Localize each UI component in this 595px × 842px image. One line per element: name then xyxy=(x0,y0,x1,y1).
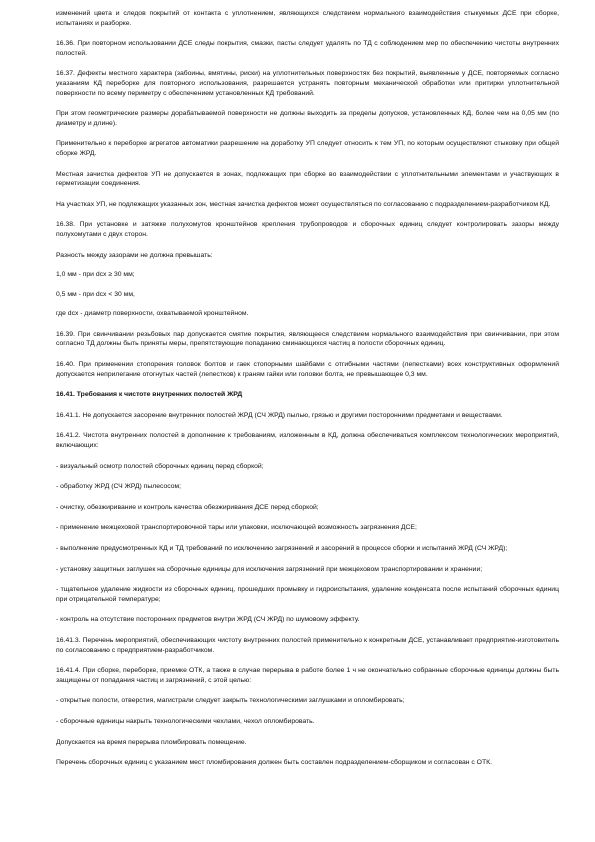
paragraph-limit-2: 0,5 мм - при dcx < 30 мм, xyxy=(56,290,135,298)
paragraph-automation-units: Применительно к переборке агрегатов автоматики разрешение на доработку УП следует относить к тем УП, по которым осуществляют стыковку при общей сборке ЖРД. xyxy=(56,140,559,157)
list-item-liquid-removal: - тщательное удаление жидкости из сборочных единиц, прошедших промывку и гидроиспытания, удаление конденсата после испытаний сборочных единиц при отрицательной температуре; xyxy=(56,586,559,603)
paragraph-16-39: 16.39. При свинчивании резьбовых пар допускается смятие покрытия, являющееся следствием нормального взаимодействия при свинчивании, при этом согласно ТД должны быть приняты меры, препятствующие попаданию сминающихся частиц в полости сборочных единиц. xyxy=(56,330,559,348)
section-heading-16-41: 16.41. Требования к чистоте внутренних полостей ЖРД xyxy=(56,391,243,399)
list-item-vacuum: - обработку ЖРД (СЧ ЖРД) пылесосом; xyxy=(56,483,182,491)
paragraph-outside-zones: На участках УП, не подлежащих указанных зон, местная зачистка дефектов может осуществляться по согласованию с подразделением-разработчиком КД. xyxy=(56,200,551,208)
list-item-requirements: - выполнение предусмотренных КД и ТД требований по исключению загрязнений и засорений в процессе сборки и испытаний ЖРД (СЧ ЖРД); xyxy=(56,545,508,552)
paragraph-limit-1: 1,0 мм - при dcx ≥ 30 мм; xyxy=(56,271,135,279)
list-item-protective-plugs: - установку защитных заглушек на сборочные единицы для исключения загрязнений при межцеховом транспортировании и хранении; xyxy=(56,565,483,573)
paragraph-16-36: 16.36. При повторном использовании ДСЕ следы покрытия, смазки, пасты следует удалять по ТД с соблюдением мер по обеспечению чистоты внутренних полостей. xyxy=(56,40,559,57)
paragraph-seal-room: Допускается на время перерыва пломбировать помещение. xyxy=(56,738,247,746)
paragraph-16-37: 16.37. Дефекты местного характера (забоины, вмятины, риски) на уплотнительных поверхностях без покрытий, выявленные у ДСЕ, повторяемых согласно указаниям КД переборке для повторного использования, разрешается устранять повторным механической обработки или притирки уплотнительной поверхности по всему периметру с обеспечением установленных КД требований. xyxy=(56,70,559,97)
paragraph-16-41-1: 16.41.1. Не допускается засорение внутренних полостей ЖРД (СЧ ЖРД) пылью, грязью и другими посторонними предметами и веществами. xyxy=(56,411,503,419)
paragraph-sealing-list: Перечень сборочных единиц с указанием мест пломбирования должен быть составлен подразделением-сборщиком и согласован с ОТК. xyxy=(56,759,492,767)
list-item-degreasing: - очистку, обезжиривание и контроль качества обезжиривания ДСЕ перед сборкой; xyxy=(56,503,319,511)
paragraph-gap-difference: Разность между зазорами не должна превышать: xyxy=(56,251,213,259)
paragraph-16-38: 16.38. При установке и затяжке полухомутов кронштейнов крепления трубопроводов и сборочных единиц следует контролировать зазоры между полухомутами с двух сторон. xyxy=(56,221,559,238)
paragraph-16-41-3: 16.41.3. Перечень мероприятий, обеспечивающих чистоту внутренних полостей применительно к конкретным ДСЕ, устанавливает предприятие-изготовитель по согласованию с предприятием-разработчиком. xyxy=(56,636,559,654)
list-item-noise-control: - контроль на отсутствие посторонних предметов внутри ЖРД (СЧ ЖРД) по шумовому эффекту. xyxy=(56,616,360,624)
paragraph-geometry-tolerance: При этом геометрические размеры дорабатываемой поверхности не должны выходить за пределы допусков, установленных КД, более чем на 0,05 мм (по диаметру и длине). xyxy=(56,110,559,127)
list-item-cover-units: - сборочные единицы накрыть технологическими чехлами, чехол опломбировать. xyxy=(56,717,315,725)
paragraph-dcx-definition: где dcx - диаметр поверхности, охватываемой кронштейном. xyxy=(56,310,249,318)
paragraph-continuation: изменений цвета и следов покрытий от контакта с уплотнением, являющихся следствием нормального взаимодействия стыкуемых ДСЕ при сборке, испытаниях и разборке. xyxy=(56,10,559,27)
paragraph-local-cleaning: Местная зачистка дефектов УП не допускается в зонах, подлежащих при сборке во взаимодействии с уплотнительными элементами и участвующих в герметизации соединения. xyxy=(56,170,559,188)
list-item-visual-inspection: - визуальный осмотр полостей сборочных единиц перед сборкой; xyxy=(56,462,264,470)
list-item-transport-packaging: - применение межцеховой транспортировочной тары или упаковки, исключающей возможность загрязнения ДСЕ; xyxy=(56,524,417,532)
list-item-close-openings: - открытые полости, отверстия, магистрали следует закрыть технологическими заглушками и опломбировать; xyxy=(56,697,405,705)
paragraph-16-40: 16.40. При применении стопорения головок болтов и гаек стопорными шайбами с отгибными частями (лепестками) всех конструктивных оформлений допускается неприлегание отогнутых частей (лепестков) к граням гайки или головки болта, не превышающее 0,3 мм. xyxy=(56,361,559,378)
paragraph-16-41-2: 16.41.2. Чистота внутренних полостей в дополнение к требованиям, изложенным в КД, должна обеспечиваться комплексом технологических мероприятий, включающих: xyxy=(56,432,559,450)
paragraph-16-41-4: 16.41.4. При сборке, переборке, приемке ОТК, а также в случае перерыва в работе более 1 ч не окончательно собранные сборочные единицы должны быть защищены от попадания частиц и загрязнений, с этой целью: xyxy=(56,667,559,684)
